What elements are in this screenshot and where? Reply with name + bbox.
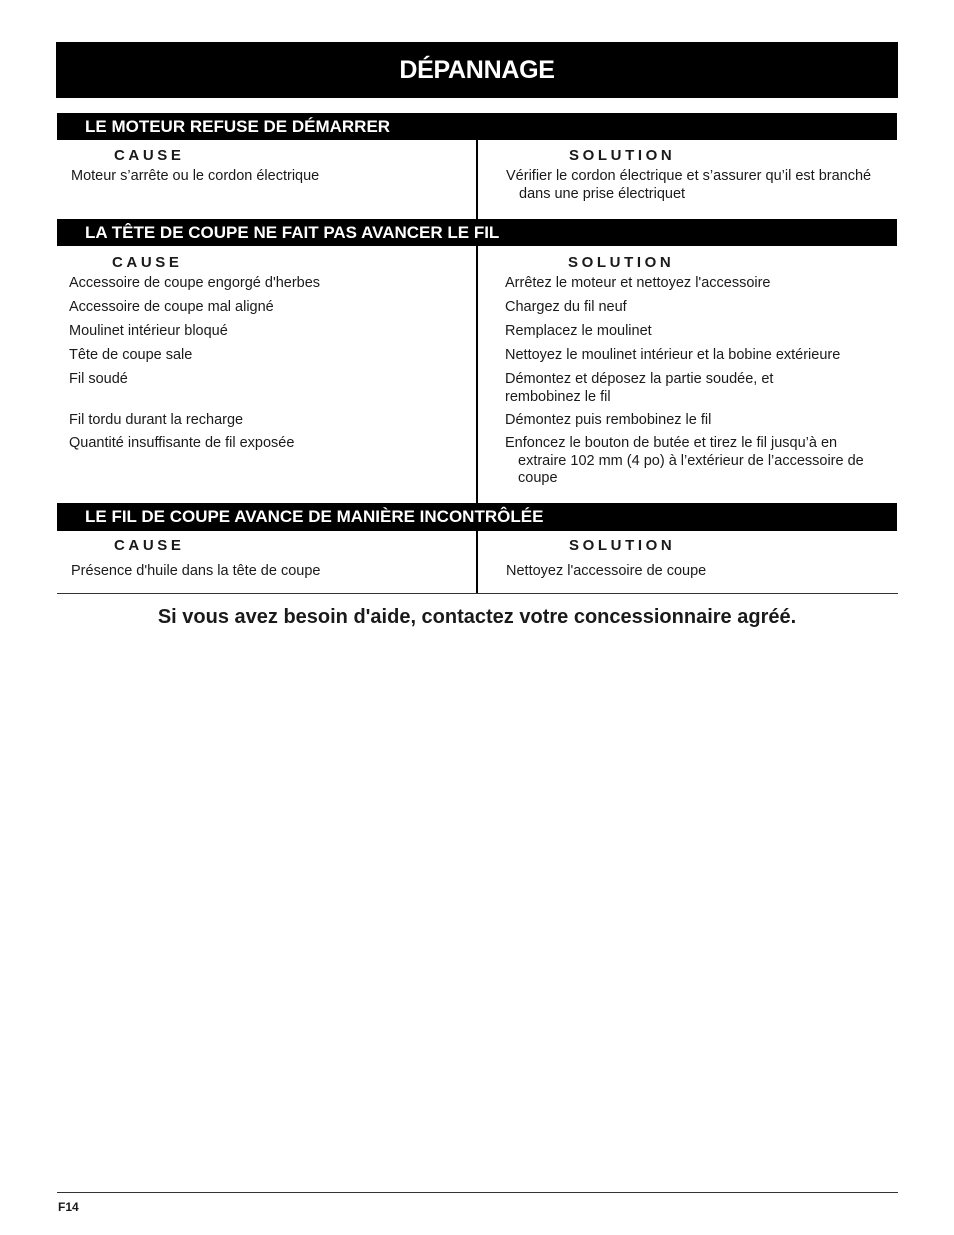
section-heading-engine: LE MOTEUR REFUSE DE DÉMARRER [57,113,897,140]
cause-column-header: CAUSE [112,254,183,271]
cause-column-header: CAUSE [114,537,185,554]
table-bottom-rule [57,593,898,594]
solution-column-header: SOLUTION [569,537,676,554]
solution-cell: Chargez du fil neuf [505,299,627,315]
cause-cell: Présence d'huile dans la tête de coupe [71,563,321,579]
solution-cell: Démontez puis rembobinez le fil [505,412,712,428]
solution-column-header: SOLUTION [568,254,675,271]
column-divider [476,140,478,219]
cause-cell: Fil tordu durant la recharge [69,412,244,428]
solution-cell: Enfoncez le bouton de butée et tirez le fil jusqu’à en extraire 102 mm (4 po) à l’extérieur de l’accessoire de coupe [505,435,864,486]
footer-rule [57,1192,898,1193]
cause-cell: Fil soudé [69,371,128,387]
column-divider [476,531,478,593]
solution-column-header: SOLUTION [569,147,676,164]
page-title: DÉPANNAGE [56,42,898,98]
solution-cell: Nettoyez le moulinet intérieur et la bobine extérieure [505,347,841,363]
page-number: F14 [58,1200,79,1214]
section-heading-head: LA TÊTE DE COUPE NE FAIT PAS AVANCER LE FIL [57,219,897,246]
help-message: Si vous avez besoin d'aide, contactez votre concessionnaire agréé. [157,606,797,628]
solution-cell: Démontez et déposez la partie soudée, et rembobinez le fil [505,371,774,405]
section-heading-line-feed: LE FIL DE COUPE AVANCE DE MANIÈRE INCONTRÔLÉE [57,503,897,531]
solution-cell: Arrêtez le moteur et nettoyez l'accessoire [505,275,771,291]
solution-cell: Remplacez le moulinet [505,323,652,339]
cause-cell: Moteur s’arrête ou le cordon électrique [71,168,320,184]
solution-cell: Vérifier le cordon électrique et s’assurer qu’il est branché dans une prise électriquet [506,168,872,202]
solution-cell: Nettoyez l'accessoire de coupe [506,563,707,579]
cause-cell: Tête de coupe sale [69,347,193,363]
cause-column-header: CAUSE [114,147,185,164]
cause-cell: Quantité insuffisante de fil exposée [69,435,295,451]
column-divider [476,246,478,503]
cause-cell: Accessoire de coupe engorgé d'herbes [69,275,321,291]
cause-cell: Moulinet intérieur bloqué [69,323,228,339]
cause-cell: Accessoire de coupe mal aligné [69,299,274,315]
